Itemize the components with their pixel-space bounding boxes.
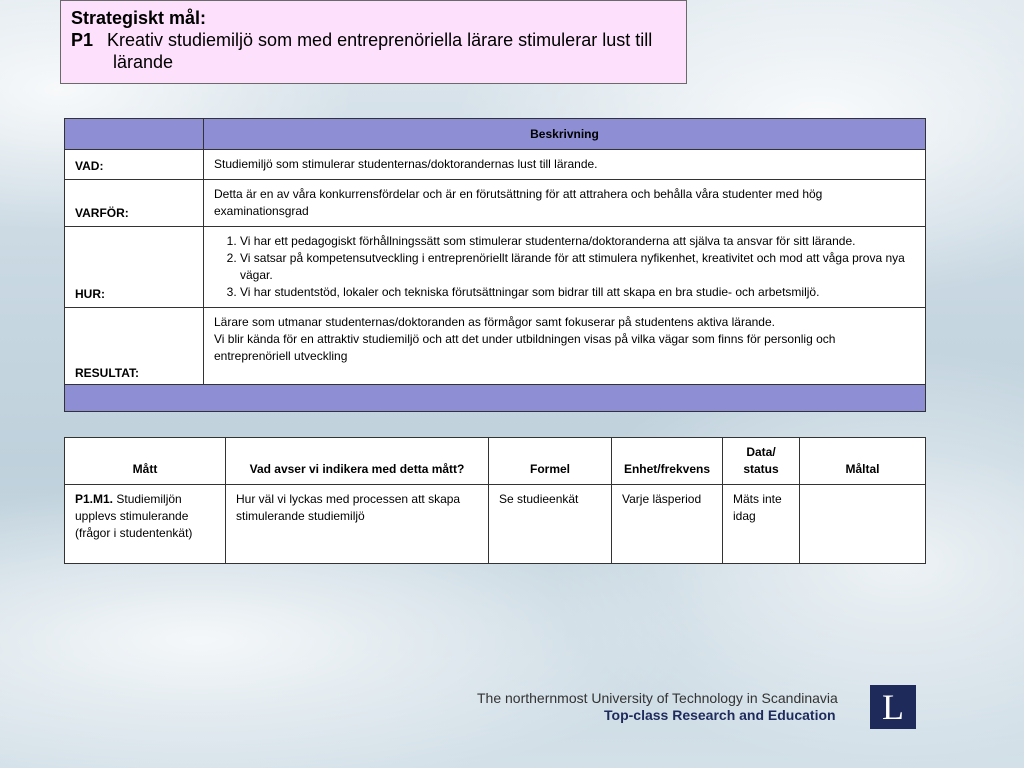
goal-text: Kreativ studiemiljö som med entreprenöriella lärare stimulerar lust till lärande bbox=[107, 30, 653, 72]
cell-data: Mäts inte idag bbox=[723, 485, 800, 564]
hur-item: 1. Vi har ett pedagogiskt förhållningssätt som stimulerar studenterna/doktoranderna att själva ta ansvar för sitt lärande. bbox=[240, 233, 915, 250]
col-header-enhet: Enhet/frekvens bbox=[612, 438, 723, 485]
row-resultat bbox=[65, 308, 926, 385]
cell-formel: Se studieenkät bbox=[489, 485, 612, 564]
description-table bbox=[64, 118, 926, 412]
university-logo: L bbox=[870, 685, 916, 729]
resultat-line: Vi blir kända för en attraktiv studiemiljö och att det under utbildningen visas på vilka vägar som finns för personlig och entreprenöriell utveckling bbox=[214, 332, 836, 363]
row-hur bbox=[65, 227, 926, 308]
header-empty-cell bbox=[65, 119, 204, 150]
description-header-row bbox=[65, 119, 926, 150]
resultat-line: Lärare som utmanar studenternas/doktoranden as förmågor samt fokuserar på studentens aktiva lärande. bbox=[214, 315, 775, 329]
metrics-table bbox=[64, 437, 926, 564]
row-varfor bbox=[65, 180, 926, 227]
university-tagline: The northernmost University of Technology in Scandinavia bbox=[477, 690, 838, 706]
row-text-hur bbox=[204, 227, 926, 308]
cell-maltal bbox=[800, 485, 926, 564]
goal-statement bbox=[71, 29, 676, 73]
metric-code: P1.M1. bbox=[75, 492, 114, 506]
col-header-matt: Mått bbox=[65, 438, 226, 485]
col-header-formel: Formel bbox=[489, 438, 612, 485]
cell-enhet: Varje läsperiod bbox=[612, 485, 723, 564]
row-vad bbox=[65, 150, 926, 180]
strategic-goal-box bbox=[60, 0, 687, 84]
metric-text: Studiemiljön upplevs stimulerande (frågor i studentenkät) bbox=[75, 492, 193, 540]
hur-list bbox=[214, 233, 915, 301]
col-header-indikera: Vad avser vi indikera med detta mått? bbox=[226, 438, 489, 485]
row-text-varfor: Detta är en av våra konkurrensfördelar och är en förutsättning för att attrahera och behålla våra studenter med hög examinationsgrad bbox=[204, 180, 926, 227]
hur-item: 2. Vi satsar på kompetensutveckling i entreprenöriellt lärande för att stimulera nyfikenhet, kreativitet och mod att våga prova nya vägar. bbox=[240, 250, 915, 284]
col-header-maltal: Måltal bbox=[800, 438, 926, 485]
cell-matt bbox=[65, 485, 226, 564]
hur-item: 3. Vi har studentstöd, lokaler och tekniska förutsättningar som bidrar till att skapa en bra studie- och arbetsmiljö. bbox=[240, 284, 915, 301]
goal-code: P1 bbox=[71, 30, 94, 50]
row-label-hur: HUR: bbox=[65, 227, 204, 308]
separator-band-cell bbox=[65, 385, 926, 412]
metrics-header-row bbox=[65, 438, 926, 485]
research-tagline: Top-class Research and Education bbox=[604, 707, 836, 723]
row-text-resultat bbox=[204, 308, 926, 385]
separator-band bbox=[65, 385, 926, 412]
cell-indikera: Hur väl vi lyckas med processen att skapa stimulerande studiemiljö bbox=[226, 485, 489, 564]
row-text-vad: Studiemiljö som stimulerar studenternas/doktorandernas lust till lärande. bbox=[204, 150, 926, 180]
col-header-data: Data/ status bbox=[723, 438, 800, 485]
row-label-varfor: VARFÖR: bbox=[65, 180, 204, 227]
strategic-goal-label: Strategiskt mål: bbox=[71, 8, 207, 28]
row-label-vad: VAD: bbox=[65, 150, 204, 180]
metrics-row bbox=[65, 485, 926, 564]
description-header: Beskrivning bbox=[204, 119, 926, 150]
row-label-resultat: RESULTAT: bbox=[65, 308, 204, 385]
